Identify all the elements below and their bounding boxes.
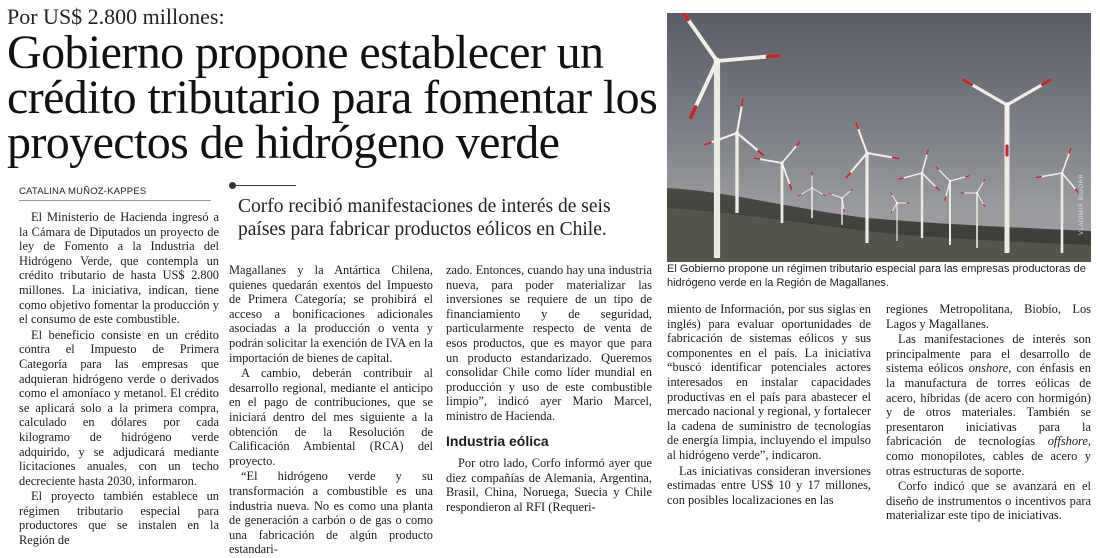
deck-line-2: países para fabricar productos eólicos en Chile. (238, 218, 658, 241)
paragraph: Por otro lado, Corfo informó ayer que diez compañías de Alemania, Argentina, Brasil, China, Noruega, Suecia y Chile respondieron al RFI (Requeri- (446, 456, 652, 514)
turbine-hub (841, 197, 843, 199)
paragraph: Las iniciativas consideran inversiones estimadas entre US$ 10 y 17 millones, con posibles localizaciones en las (667, 464, 871, 508)
turbine-hub (865, 151, 869, 155)
turbine-hub (976, 192, 978, 194)
deck-line-1: Corfo recibió manifestaciones de interés de seis (238, 195, 658, 218)
turbine-blade-tip (742, 100, 743, 106)
paragraph: zado. Entonces, cuando hay una industria nueva, para poder materializar las inversiones se requiere de un tipo de financiamiento y de seguridad, particularmente respecto de venta de esos productos, que es mayor que para un producto estandarizado. Queremos consolidar Chile como líder mundial en producción y uso de este combustible limpio”, indicó ayer Mario Marcel, ministro de Hacienda. (446, 263, 652, 424)
paragraph: Corfo indicó que se avanzará en el diseño de instrumentos o incentivos para materializar este tipo de iniciativas. (886, 479, 1091, 523)
paragraph: El proyecto también establece un régimen tributario especial para productores que se instalen en la Región de (19, 489, 219, 547)
paragraph: A cambio, deberán contribuir al desarrollo regional, mediante el anticipo en el pago de contribuciones, que se iniciará dentro del mes siguiente a la obtención de la Resolución de Calificación Ambiental (RCA) del proyecto. (229, 366, 433, 468)
turbine-hub (735, 131, 739, 135)
article-column-2 (229, 263, 433, 558)
deck-rule (236, 185, 296, 186)
paragraph: El beneficio consiste en un crédito contra el Impuesto de Primera Categoría para las empresas que adquieran hidrógeno verde o derivados como el amoníaco y metanol. El crédito se aplicará solo a la primera compra, calculado en dólares por cada kilogramo de hidrógeno verde adquirido, y se adjudicará mediante licitaciones anuales, con un techo decreciente hasta 2030, informaron. (19, 328, 219, 489)
turbine-blade-tip (754, 158, 759, 159)
turbine-hub (896, 202, 898, 204)
turbine-hub (714, 58, 721, 65)
turbine-hub (949, 180, 951, 182)
turbine-blade-tip (893, 158, 899, 159)
photo-caption: El Gobierno propone un régimen tributario especial para las empresas productoras de hidrógeno verde en la Región de Magallanes. (667, 263, 1091, 290)
paragraph: regiones Metropolitana, Biobío, Los Lagos y Magallanes. (886, 302, 1091, 331)
turbine-hub (811, 187, 813, 189)
turbine-blade-tip (768, 56, 779, 57)
deck (238, 195, 658, 241)
article-column-3 (446, 263, 652, 516)
paragraph: Magallanes y la Antártica Chilena, quienes quedarán exentos del Impuesto de Primera Categoría; se prohibirá el acceso a bonificaciones adicionales asociadas a la producción o venta y podrán solicitar la exención de IVA en la importación de bienes de capital. (229, 263, 433, 365)
subheading: Industria eólica (446, 434, 652, 449)
headline (7, 30, 657, 165)
headline-line-2: crédito tributario para fomentar los (7, 75, 657, 120)
article-column-5 (886, 302, 1091, 524)
turbine-hub (921, 172, 924, 175)
wind-turbines-photo (667, 13, 1091, 262)
turbine-hub (1004, 102, 1010, 108)
kicker: Por US$ 2.800 millones: (7, 4, 225, 30)
paragraph: “El hidrógeno verde y su transformación a combustible es una industria nueva. No es como una planta de generación a carbón o de gas o como una fabricación de algún producto estandari- (229, 469, 433, 557)
turbine-hub (1061, 172, 1064, 175)
deck-bullet (229, 182, 236, 189)
article-column-1 (19, 210, 219, 549)
turbine-blade-tip (1036, 177, 1041, 178)
paragraph: El Ministerio de Hacienda ingresó a la Cámara de Diputados un proyecto de ley de Fomento a la Industria del Hidrógeno Verde, que contempla un crédito tributario de hasta US$ 2.800 millones. La iniciativa, indican, tiene como objetivo fomentar la producción y el consumo de este combustible. (19, 210, 219, 327)
headline-line-3: proyectos de hidrógeno verde (7, 120, 657, 165)
article-column-4 (667, 302, 871, 508)
turbine-hub (780, 161, 783, 164)
byline-rule (19, 200, 211, 201)
byline: CATALINA MUÑOZ-KAPPES (19, 186, 146, 197)
headline-line-1: Gobierno propone establecer un (7, 30, 657, 75)
paragraph: Las manifestaciones de interés son principalmente para el desarrollo de sistema eólicos onshore, con énfasis en la manufactura de torres eólicas de acero, híbridas (de acero con hormigón) y de otros materiales. También se presentaron iniciativas para la fabricación de tecnologías offshore, como monopilotes, cables de acero y otras estructuras de soporte. (886, 332, 1091, 478)
photo-credit: VLADIMIR BIGORR (1079, 174, 1085, 235)
paragraph: miento de Información, por sus siglas en inglés) para evaluar oportunidades de fabricación de sistemas eólicos y sus componentes en el país. La iniciativa “buscó identificar potenciales actores interesados en instalar capacidades productivas en el país para abastecer el mercado nacional y regional, y fortalecer la cadena de suministro de tecnologías de energía limpia, incluyendo el impulso al hidrógeno verde”, indicaron. (667, 302, 871, 463)
